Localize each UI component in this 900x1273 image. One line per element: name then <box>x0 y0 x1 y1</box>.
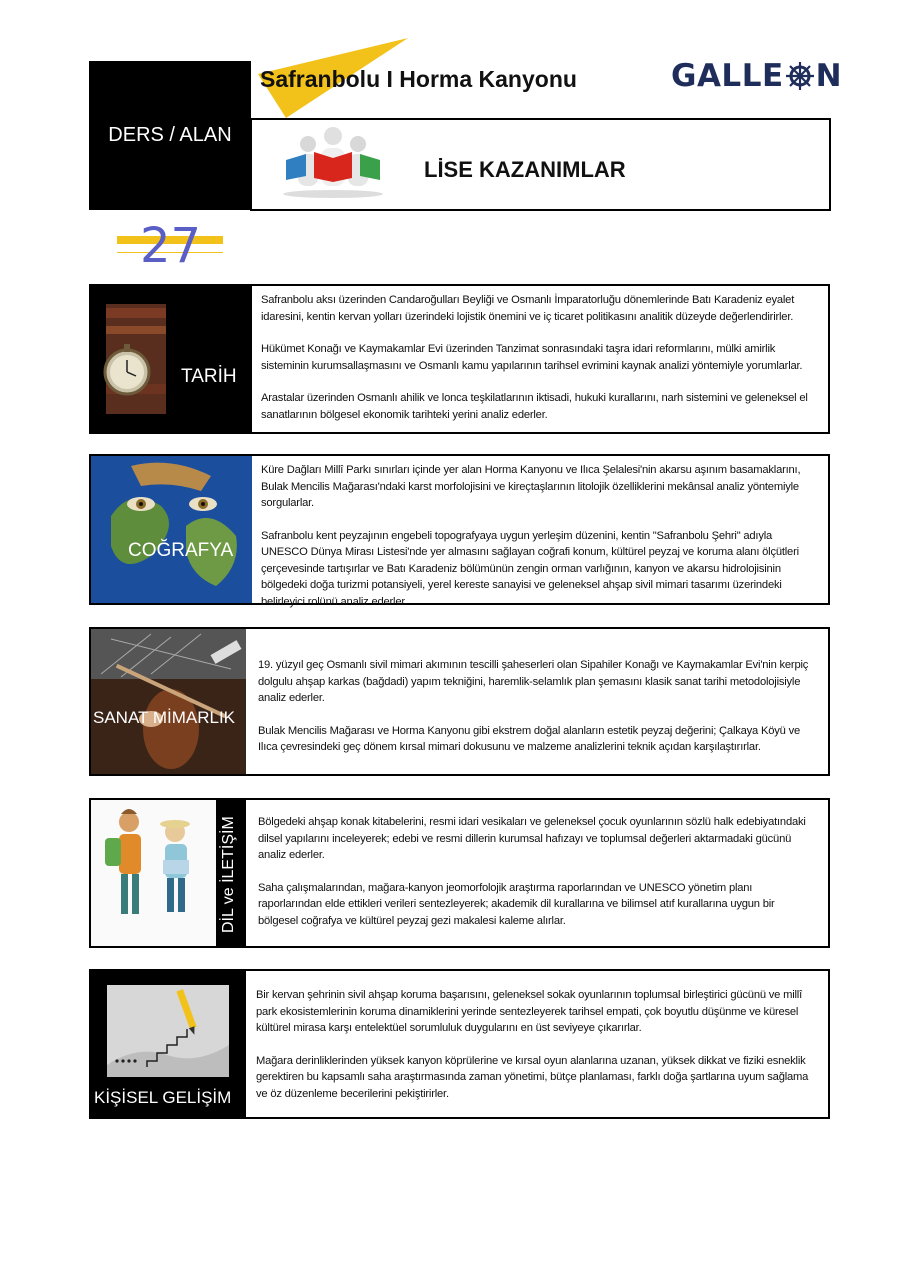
page-number: 27 <box>140 218 202 274</box>
kisisel-text <box>256 987 812 1102</box>
tarih-paragraph-3: Arastalar üzerinden Osmanlı ahilik ve lonca teşkilatlarının iktisadi, hukuki kurallarını, narh sistemini ve geleneksel el sanatlarının bölgesel ekonomik tarihteki yerini analiz ederler. <box>261 392 808 421</box>
kisisel-paragraph-1: Bir kervan şehrinin sivil ahşap koruma başarısını, geleneksel sokak oyunlarının toplumsal birleştirici gücünü ve millî park ekosistemlerinin koruma dinamiklerini yerinde sentezleyerek tarihsel empati, çok boyutlu düşünme ve küresel kültürel mirasa karşı entelektüel sorumluluk duygularını en üst seviyeye çıkarırlar. <box>256 989 802 1034</box>
kisisel-label: KİŞİSEL GELİŞİM <box>94 1088 232 1107</box>
section-sanat-mimarlik <box>89 627 830 776</box>
readers-illustration-icon <box>278 124 388 198</box>
category-label <box>89 61 251 210</box>
cografya-paragraph-2: Safranbolu kent peyzajının engebeli topografyaya uygun yerleşim düzenini, kentin "Safranbolu Şehri" adıyla UNESCO Dünya Mirası Listesi'nde yer almasını sağlayan coğrafi konum, kültürel peyzaj ve koruma alanı ölçütleri çerçevesinde tartışırlar ve Batı Karadeniz bölümünün zengin orman varlığının, kanyon ve akarsu hidrolojisinin bölgedeki doğa turizmi potansiyeli, yerel kereste sanayisi ve geleneksel ahşap sivil mimari tasarımı üzerindeki belirleyici rolünü analiz ederler. <box>261 529 799 608</box>
section-kisisel-gelisim <box>89 969 830 1119</box>
tarih-text <box>261 292 813 423</box>
dil-paragraph-1: Bölgedeki ahşap konak kitabelerini, resmi idari vesikaları ve geleneksel çocuk oyunlarının sözlü halk edebiyatındaki dilsel yapılarını inceleyerek; edebi ve resmi dillerin kurumsal hafızayı ve toplumsal değerleri aktarmadaki gücünü analiz ederler. <box>258 816 806 861</box>
tarih-paragraph-1: Safranbolu aksı üzerinden Candaroğulları Beyliği ve Osmanlı İmparatorluğu dönemlerinde Batı Karadeniz eyalet idaresini, kentin kervan yolları üzerindeki lojistik önemini ve iç ticaret politikasını analitik düzeyde değerlendirirler. <box>261 294 795 323</box>
kazanimlar-title: LİSE KAZANIMLAR <box>424 157 626 182</box>
category-label-text: DERS / ALAN <box>108 124 232 146</box>
tarih-side-panel <box>91 286 252 432</box>
pocket-watch-books-icon <box>91 286 252 432</box>
world-map-face-icon <box>91 456 252 603</box>
sketch-violin-icon <box>91 629 246 774</box>
dil-label-strip <box>216 800 246 946</box>
sanat-paragraph-1: 19. yüzyıl geç Osmanlı sivil mimari akımının tescilli şaheserleri olan Sipahiler Konağı ve Kaymakamlar Evi'nin kerpiç dolgulu ahşap karkas (bağdadi) yapım tekniğini, haremlik-selamlık plan şemasını klasik sanat tarihi metodolojisiyle analiz ederler. <box>258 659 809 704</box>
sanat-side-panel <box>91 629 246 774</box>
kisisel-side-panel <box>91 971 246 1117</box>
dil-side-panel <box>91 800 246 946</box>
sanat-paragraph-2: Bulak Mencilis Mağarası ve Horma Kanyonu gibi ekstrem doğal alanların estetik peyzaj değerini; Çalkaya Köyü ve Ilıca çevresindeki geç dönem kırsal mimari dokusunu ve malzeme analizlerini teknik açıdan karşılaştırırlar. <box>258 724 801 753</box>
galleon-logo: GALLE N <box>671 58 843 94</box>
cografya-text <box>261 462 813 610</box>
travelers-illustration-icon <box>91 800 217 946</box>
dil-paragraph-2: Saha çalışmalarından, mağara-kanyon jeomorfolojik araştırma raporlarından ve UNESCO yönetim planı raporlarından elde ettikleri verileri sentezleyerek; akademik dil kurallarına ve bilimsel atıf kurallarına uygun bir bölgesel coğrafya ve kültürel peyzaj gezi makalesi kaleme alırlar. <box>258 881 775 927</box>
pencil-stairs-icon <box>107 985 229 1077</box>
dil-label: DİL ve İLETİŞİM <box>220 816 237 933</box>
cografya-side-panel <box>91 456 252 603</box>
section-cografya <box>89 454 830 608</box>
dil-text <box>258 814 810 929</box>
sanat-label: SANAT MİMARLIK <box>93 708 236 727</box>
sanat-text <box>258 657 810 756</box>
kisisel-paragraph-2: Mağara derinliklerinden yüksek kanyon köprülerine ve kırsal oyun alanlarına uzanan, yüksek dikkat ve fiziki esneklik gerektiren bu kapsamlı saha araştırmasında zaman yönetimi, bütçe planlaması, farklı doğa şartlarına uyum sağlama ve öz düzenleme becerilerini pekiştirirler. <box>256 1054 809 1100</box>
page-title: Safranbolu I Horma Kanyonu <box>260 66 577 92</box>
ship-wheel-icon <box>785 61 815 91</box>
tarih-label: TARİH <box>181 366 237 387</box>
cografya-label: COĞRAFYA <box>128 540 234 561</box>
section-dil-iletisim <box>89 798 830 948</box>
section-tarih <box>89 284 830 434</box>
tarih-paragraph-2: Hükümet Konağı ve Kaymakamlar Evi üzerinden Tanzimat sonrasındaki taşra idari reformlarını, mülki amirlik sisteminin kurumsallaşmasını ve Osmanlı kamu yapılarının tarihsel evrimini kaynak analizi yöntemiyle yorumlarlar. <box>261 343 803 372</box>
cografya-paragraph-1: Küre Dağları Millî Parkı sınırları içinde yer alan Horma Kanyonu ve Ilıca Şelalesi'nin akarsu aşınım basamaklarını, Bulak Mencilis Mağarası'ndaki karst morfolojisini ve kireçtaşlarının litolojik özelliklerini mekânsal analiz yöntemiyle sorgularlar. <box>261 464 801 509</box>
